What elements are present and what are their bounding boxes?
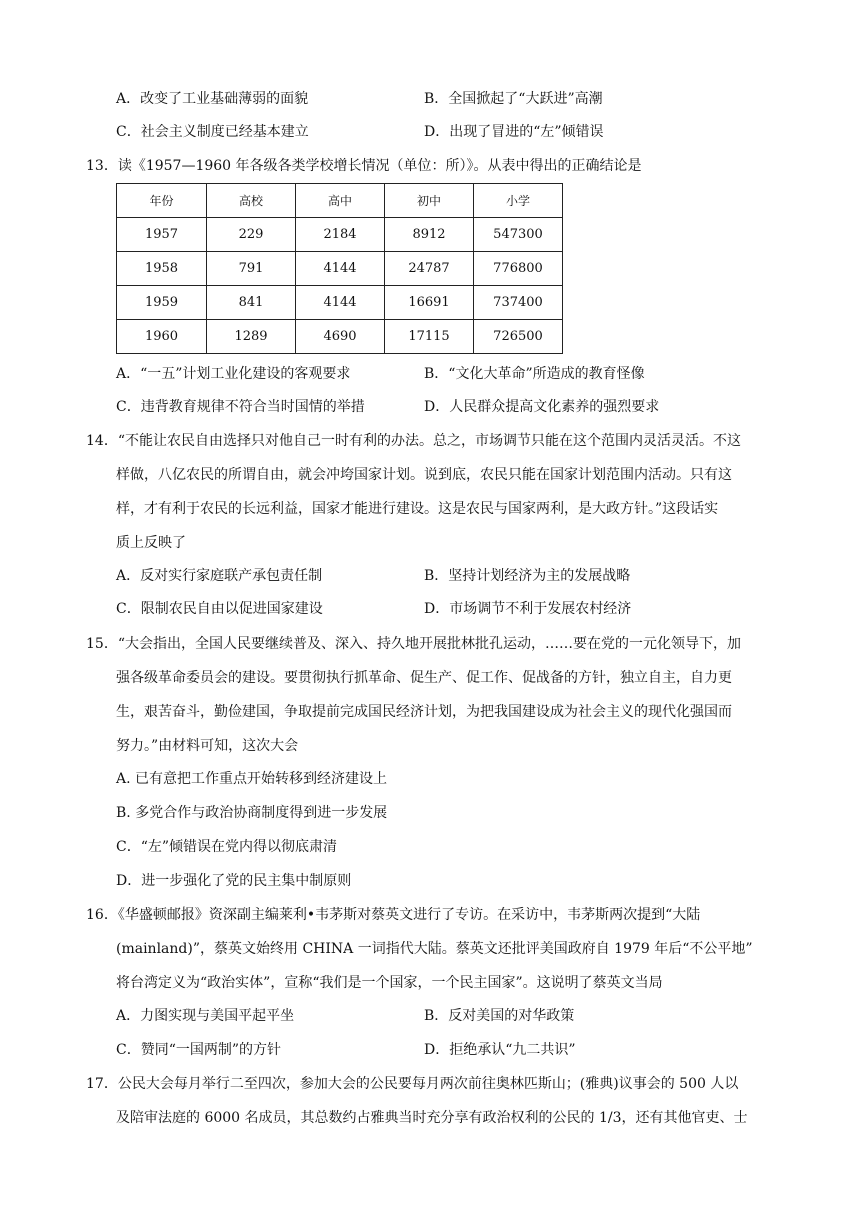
table-header-row — [117, 184, 563, 218]
q13-stem: 13．读《1957—1960 年各级各类学校增长情况（单位：所）》。从表中得出的正确结论是 — [86, 158, 642, 174]
q16-stem-line: 16．《华盛顿邮报》资深副主编莱利•韦茅斯对蔡英文进行了专访。在采访中，韦茅斯两次提到“大陆 — [86, 907, 701, 923]
q16-option-c[interactable]: C．赞同“一国两制”的方针 — [116, 1042, 282, 1058]
q15-option-c[interactable]: C．“左”倾错误在党内得以彻底肃清 — [116, 839, 338, 855]
q15-stem-line: 15．“大会指出，全国人民要继续普及、深入、持久地开展批林批孔运动，……要在党的一元化领导下，加 — [86, 636, 741, 652]
table-cell: 726500 — [474, 320, 563, 354]
q15-stem-line: 强各级革命委员会的建设。要贯彻执行抓革命、促生产、促工作、促战备的方针，独立自主，自力更 — [116, 670, 732, 686]
table-cell: 229 — [207, 218, 296, 252]
table-cell: 841 — [207, 286, 296, 320]
q12-option-a[interactable]: A．改变了工业基础薄弱的面貌 — [116, 91, 309, 107]
q17-stem-line: 17．公民大会每月举行二至四次，参加大会的公民要每月两次前往奥林匹斯山；(雅典)议事会的 500 人以 — [86, 1076, 739, 1092]
q14-option-c[interactable]: C．限制农民自由以促进国家建设 — [116, 601, 323, 617]
table-row — [117, 218, 563, 252]
table-cell: 4144 — [296, 286, 385, 320]
q13-option-c[interactable]: C．违背教育规律不符合当时国情的举措 — [116, 399, 365, 415]
q15-option-d[interactable]: D．进一步强化了党的民主集中制原则 — [116, 873, 352, 889]
school-growth-table — [116, 183, 563, 354]
table-cell: 1960 — [117, 320, 207, 354]
table-row — [117, 286, 563, 320]
table-header-cell: 高中 — [296, 184, 385, 218]
q16-stem-line: 将台湾定义为“政治实体”，宣称“我们是一个国家，一个民主国家”。这说明了蔡英文当局 — [116, 975, 663, 991]
q15-stem-line: 生，艰苦奋斗，勤俭建国，争取提前完成国民经济计划，为把我国建设成为社会主义的现代化强国而 — [116, 704, 732, 720]
q16-option-b[interactable]: B．反对美国的对华政策 — [424, 1008, 575, 1024]
table-cell: 17115 — [385, 320, 474, 354]
q16-option-a[interactable]: A．力图实现与美国平起平坐 — [116, 1008, 295, 1024]
q15-stem-line: 努力。”由材料可知，这次大会 — [116, 738, 299, 754]
table-cell: 1289 — [207, 320, 296, 354]
table-cell: 16691 — [385, 286, 474, 320]
table-cell: 1958 — [117, 252, 207, 286]
q12-option-b[interactable]: B．全国掀起了“大跃进”高潮 — [424, 91, 603, 107]
q17-stem-line: 及陪审法庭的 6000 名成员，其总数约占雅典当时充分享有政治权利的公民的 1/3，还有其他官吏、士 — [116, 1110, 748, 1126]
q14-option-a[interactable]: A．反对实行家庭联产承包责任制 — [116, 568, 323, 584]
table-cell: 2184 — [296, 218, 385, 252]
q14-option-d[interactable]: D．市场调节不利于发展农村经济 — [424, 601, 632, 617]
table-cell: 547300 — [474, 218, 563, 252]
table-header-cell: 小学 — [474, 184, 563, 218]
q13-option-a[interactable]: A．“一五”计划工业化建设的客观要求 — [116, 366, 351, 382]
q15-option-b[interactable]: B. 多党合作与政治协商制度得到进一步发展 — [116, 805, 388, 821]
table-cell: 4690 — [296, 320, 385, 354]
q14-stem-line: 样做，八亿农民的所谓自由，就会冲垮国家计划。说到底，农民只能在国家计划范围内活动。只有这 — [116, 467, 732, 483]
q13-option-d[interactable]: D．人民群众提高文化素养的强烈要求 — [424, 399, 660, 415]
q14-option-b[interactable]: B．坚持计划经济为主的发展战略 — [424, 568, 631, 584]
table-row — [117, 252, 563, 286]
q16-stem-line: (mainland)”，蔡英文始终用 CHINA 一词指代大陆。蔡英文还批评美国政府自 1979 年后“不公平地” — [116, 941, 753, 957]
table-cell: 737400 — [474, 286, 563, 320]
q13-option-b[interactable]: B．“文化大革命”所造成的教育怪像 — [424, 366, 645, 382]
table-cell: 791 — [207, 252, 296, 286]
q14-stem-line: 质上反映了 — [116, 535, 186, 551]
table-cell: 1957 — [117, 218, 207, 252]
table-cell: 24787 — [385, 252, 474, 286]
q15-option-a[interactable]: A. 已有意把工作重点开始转移到经济建设上 — [116, 771, 388, 787]
table-header-cell: 年份 — [117, 184, 207, 218]
table-row — [117, 320, 563, 354]
table-cell: 4144 — [296, 252, 385, 286]
q16-option-d[interactable]: D．拒绝承认“九二共识” — [424, 1042, 576, 1058]
table-cell: 8912 — [385, 218, 474, 252]
table-cell: 776800 — [474, 252, 563, 286]
table-cell: 1959 — [117, 286, 207, 320]
table-header-cell: 初中 — [385, 184, 474, 218]
q14-stem-line: 样，才有利于农民的长远利益，国家才能进行建设。这是农民与国家两利，是大政方针。”这段话实 — [116, 501, 719, 517]
q14-stem-line: 14．“不能让农民自由选择只对他自己一时有利的办法。总之，市场调节只能在这个范围内灵活灵活。不这 — [86, 433, 741, 449]
q12-option-c[interactable]: C．社会主义制度已经基本建立 — [116, 124, 309, 140]
q12-option-d[interactable]: D．出现了冒进的“左”倾错误 — [424, 124, 604, 140]
table-header-cell: 高校 — [207, 184, 296, 218]
